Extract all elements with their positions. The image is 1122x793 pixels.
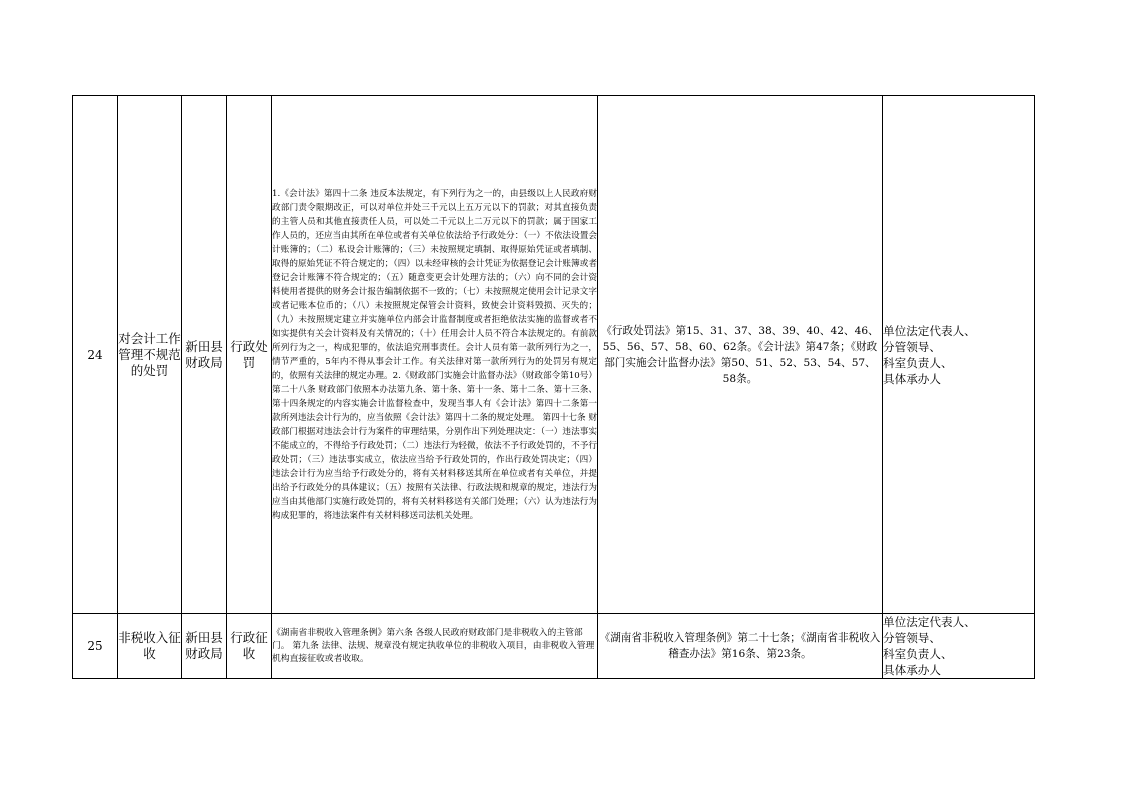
table-row — [73, 614, 1035, 679]
power-type: 行政征收 — [227, 614, 272, 679]
responsible-person: 分管领导、 — [883, 631, 941, 645]
legal-basis: 1.《会计法》第四十二条 违反本法规定，有下列行为之一的，由县级以上人民政府财政部门责令限期改正，可以对单位并处三千元以上五万元以下的罚款；对其直接负责的主管人员和其他直接责任人员，可以处二千元以上二万元以下的罚款；属于国家工作人员的，还应当由其所在单位或者有关单位依法给予行政处分：（一）不依法设置会计账簿的；（二）私设会计账簿的；（三）未按照规定填制、取得原始凭证或者填制、取得的原始凭证不符合规定的；（四）以未经审核的会计凭证为依据登记会计账簿或者登记会计账簿不符合规定的；（五）随意变更会计处理方法的；（六）向不同的会计资料使用者提供的财务会计报告编制依据不一致的；（七）未按照规定使用会计记录文字或者记账本位币的；（八）未按照规定保管会计资料，致使会计资料毁损、灭失的；（九）未按照规定建立并实施单位内部会计监督制度或者拒绝依法实施的监督或者不如实提供有关会计资料及有关情况的；（十）任用会计人员不符合本法规定的。有前款所列行为之一，构成犯罪的，依法追究刑事责任。会计人员有第一款所列行为之一，情节严重的，5年内不得从事会计工作。有关法律对第一款所列行为的处罚另有规定的，依照有关法律的规定办理。2.《财政部门实施会计监督办法》（财政部令第10号）第二十八条 财政部门依照本办法第九条、第十条、第十一条、第十二条、第十三条、第十四条规定的内容实施会计监督检查中，发现当事人有《会计法》第四十二条第一款所列违法会计行为的，应当依照《会计法》第四十二条的规定处理。 第四十七条 财政部门根据对违法会计行为案件的审理结果，分别作出下列处理决定：（一）违法事实不能成立的，不得给予行政处罚；（二）违法行为轻微，依法不予行政处罚的，不予行政处罚；（三）违法事实成立，依法应当给予行政处罚的，作出行政处罚决定；（四）违法会计行为应当给予行政处分的，将有关材料移送其所在单位或者有关单位，并提出给予行政处分的具体建议；（五）按照有关法律、行政法规和规章的规定，违法行为应当由其他部门实施行政处罚的，将有关材料移送有关部门处理；（六）认为违法行为构成犯罪的，将违法案件有关材料移送司法机关处理。 — [272, 96, 598, 614]
accountability-basis: 《湖南省非税收入管理条例》第二十七条；《湖南省非税收入稽查办法》第16条、第23条。 — [598, 614, 883, 679]
responsible-person: 具体承办人 — [883, 371, 941, 386]
department: 新田县财政局 — [182, 96, 227, 614]
accountability-basis: 《行政处罚法》第15、31、37、38、39、40、42、46、55、56、57、58、60、62条。《会计法》第47条；《财政部门实施会计监督办法》第50、51、52、53、54、57、58条。 — [598, 96, 883, 614]
row-number: 24 — [73, 96, 118, 614]
power-type: 行政处罚 — [227, 96, 272, 614]
legal-basis: 《湖南省非税收入管理条例》第六条 各级人民政府财政部门是非税收入的主管部门。 第九条 法律、法规、规章没有规定执收单位的非税收入项目，由非税收入管理机构直接征收或者收取。 — [272, 614, 598, 679]
responsible-person: 单位法定代表人、 — [883, 323, 976, 338]
responsible-person: 单位法定代表人、 — [883, 615, 976, 629]
responsible-person: 具体承办人 — [883, 663, 941, 677]
row-number: 25 — [73, 614, 118, 679]
responsible-person: 科室负责人、 — [883, 355, 953, 370]
department: 新田县财政局 — [182, 614, 227, 679]
responsible-person: 科室负责人、 — [883, 647, 953, 661]
responsible-persons — [883, 614, 1035, 679]
item-name: 对会计工作管理不规范的处罚 — [118, 96, 182, 614]
responsible-person: 分管领导、 — [883, 339, 941, 354]
responsible-persons — [883, 96, 1035, 614]
item-name: 非税收入征收 — [118, 614, 182, 679]
power-list-table — [72, 95, 1035, 679]
table-row — [73, 96, 1035, 614]
